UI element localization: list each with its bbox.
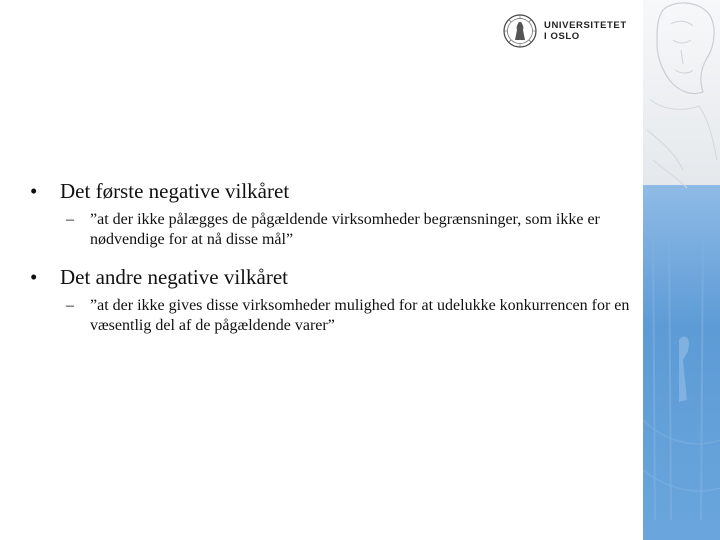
- bullet-text: Det første negative vilkåret: [60, 179, 290, 203]
- bullet-group-1: [30, 178, 630, 250]
- sub-bullet-marker: –: [66, 211, 74, 228]
- bullet-group-2: [30, 264, 630, 336]
- sub-bullet: [30, 210, 630, 250]
- bullet-level1: [30, 178, 630, 204]
- bullet-text: Det andre negative vilkåret: [60, 265, 288, 289]
- bullet-marker: •: [30, 265, 38, 289]
- slide-content: [30, 178, 630, 336]
- sub-bullet-text: ”at der ikke gives disse virksomheder mulighed for at udelukke konkurrencen for en væsentlig del af de pågældende varer”: [90, 297, 630, 334]
- sub-bullet-text: ”at der ikke pålægges de pågældende virksomheder begrænsninger, som ikke er nødvendige for at nå disse mål”: [90, 211, 600, 248]
- decorative-side-image: [643, 0, 720, 540]
- sub-bullet: [30, 296, 630, 336]
- bullet-level1: [30, 264, 630, 290]
- university-seal-icon: [503, 14, 537, 48]
- side-image-graphic: [643, 0, 720, 540]
- bullet-marker: •: [30, 179, 38, 203]
- university-logo: [503, 14, 638, 50]
- university-name-line1: UNIVERSITETET: [544, 20, 627, 31]
- university-name: [544, 20, 627, 42]
- sub-bullet-marker: –: [66, 297, 74, 314]
- university-name-line2: I OSLO: [544, 31, 580, 42]
